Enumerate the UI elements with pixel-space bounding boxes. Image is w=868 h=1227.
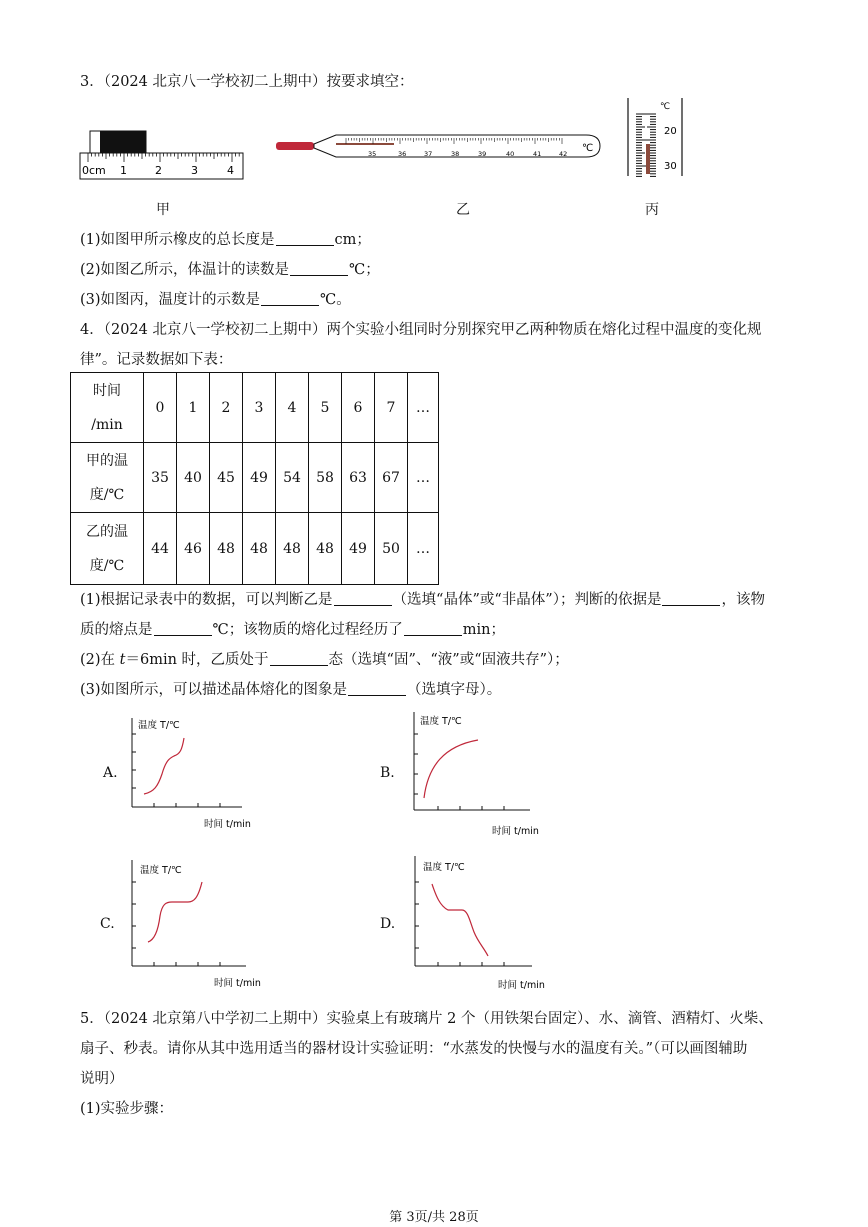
answer-blank[interactable]: [348, 681, 406, 696]
q3-sub1: (1)如图甲所示橡皮的总长度是 cm；: [80, 232, 371, 248]
lab-mercury-column: [646, 144, 650, 174]
lab-thermometer-figure: [622, 96, 688, 180]
table-cell: 0: [144, 373, 177, 443]
q3-stem: 3．（2024 北京八一学校初二上期中）按要求填空：: [80, 74, 414, 90]
fig-label-jia: 甲: [156, 202, 170, 218]
table-cell: 48: [276, 513, 309, 585]
q5-line1: 5．（2024 北京第八中学初二上期中）实验桌上有玻璃片 2 个（用铁架台固定）、水、滴管、酒精灯、火柴、: [80, 1011, 773, 1027]
q3-sub3: (3)如图丙，温度计的示数是 ℃。: [80, 292, 351, 308]
clinical-scale-label: 39: [478, 150, 487, 158]
table-row: [71, 443, 439, 513]
q3-sub2: (2)如图乙所示，体温计的读数是 ℃；: [80, 262, 380, 278]
table-row: [71, 513, 439, 585]
table-cell: 1: [177, 373, 210, 443]
fig-label-yi: 乙: [456, 202, 470, 218]
page-footer: 第 3页/共 28页: [389, 1210, 479, 1225]
answer-blank[interactable]: [404, 621, 462, 636]
row-head-time: 时间 /min: [71, 373, 144, 443]
thermometer-bulb: [276, 142, 314, 150]
table-cell: 63: [342, 443, 375, 513]
clinical-unit-label: ℃: [582, 143, 594, 154]
graph-c-curve: [148, 882, 202, 942]
answer-blank[interactable]: [261, 291, 319, 306]
clinical-scale-label: 37: [424, 150, 433, 158]
table-cell: 54: [276, 443, 309, 513]
table-cell: 7: [375, 373, 408, 443]
table-cell: 49: [243, 443, 276, 513]
graph-b-curve: [424, 740, 478, 798]
table-cell: 3: [243, 373, 276, 443]
graph-x-label: 时间 t/min: [492, 826, 539, 837]
graph-y-label: 温度 T/℃: [138, 720, 180, 731]
eraser-dark-part: [100, 131, 146, 153]
graph-x-label: 时间 t/min: [214, 978, 261, 989]
row-head-yi: 乙的温 度/℃: [71, 513, 144, 585]
answer-blank[interactable]: [290, 261, 348, 276]
lab-tick-label: 20: [664, 126, 677, 137]
graph-y-label: 温度 T/℃: [423, 862, 465, 873]
table-cell: 48: [243, 513, 276, 585]
ruler-tick-label: 1: [120, 164, 127, 177]
fig-label-bing: 丙: [645, 202, 659, 218]
graph-a-curve: [144, 738, 184, 794]
table-cell: …: [408, 513, 439, 585]
graph-a[interactable]: [120, 712, 270, 834]
q4-stem-line2: 律”。记录数据如下表：: [80, 352, 233, 368]
option-letter[interactable]: C.: [100, 916, 115, 932]
table-cell: 45: [210, 443, 243, 513]
q5-sub1: (1)实验步骤：: [80, 1101, 174, 1117]
q4-sub2: (2)在 t＝6min 时，乙质处于 态（选填“固”、“液”或“固液共存”）；: [80, 652, 569, 668]
table-cell: …: [408, 373, 439, 443]
graph-x-label: 时间 t/min: [498, 980, 545, 991]
table-cell: 35: [144, 443, 177, 513]
graph-y-label: 温度 T/℃: [140, 865, 182, 876]
table-cell: 46: [177, 513, 210, 585]
answer-blank[interactable]: [662, 591, 720, 606]
option-letter[interactable]: A.: [103, 765, 118, 781]
q5-line2: 扇子、秒表。请你从其中选用适当的器材设计实验证明：“水蒸发的快慢与水的温度有关。”（可以画图辅助: [80, 1041, 748, 1057]
clinical-scale-label: 35: [368, 150, 377, 158]
ruler-tick-label: 3: [191, 164, 198, 177]
q5-line3: 说明）: [80, 1071, 124, 1087]
clinical-scale-label: 38: [451, 150, 460, 158]
table-cell: 58: [309, 443, 342, 513]
table-cell: 49: [342, 513, 375, 585]
graph-b[interactable]: [400, 706, 560, 838]
table-cell: 6: [342, 373, 375, 443]
table-cell: 48: [309, 513, 342, 585]
option-letter[interactable]: B.: [380, 765, 395, 781]
lab-tick-label: 30: [664, 161, 677, 172]
q4-stem-line1: 4．（2024 北京八一学校初二上期中）两个实验小组同时分别探究甲乙两种物质在熔化过程中温度的变化规: [80, 322, 762, 338]
table-cell: 5: [309, 373, 342, 443]
ruler-tick-label: 2: [155, 164, 162, 177]
table-row: [71, 373, 439, 443]
temperature-table: [70, 372, 439, 585]
q4-sub3: (3)如图所示，可以描述晶体熔化的图象是 （选填字母）。: [80, 682, 502, 698]
ruler-tick-label: 4: [227, 164, 234, 177]
table-cell: 50: [375, 513, 408, 585]
answer-blank[interactable]: [154, 621, 212, 636]
graph-y-label: 温度 T/℃: [420, 716, 462, 727]
answer-blank[interactable]: [334, 591, 392, 606]
clinical-scale-label: 41: [533, 150, 542, 158]
answer-blank[interactable]: [276, 231, 334, 246]
table-cell: 2: [210, 373, 243, 443]
option-letter[interactable]: D.: [380, 916, 396, 932]
table-cell: 67: [375, 443, 408, 513]
graph-c[interactable]: [120, 854, 270, 992]
table-cell: 40: [177, 443, 210, 513]
clinical-thermometer-figure: [276, 130, 606, 162]
lab-unit-label: ℃: [660, 102, 671, 112]
table-cell: …: [408, 443, 439, 513]
table-cell: 48: [210, 513, 243, 585]
q4-sub1-line2: 质的熔点是 ℃；该物质的熔化过程经历了 min；: [80, 622, 505, 638]
graph-d[interactable]: [402, 850, 562, 992]
clinical-scale-label: 40: [506, 150, 515, 158]
ruler-figure: [78, 125, 246, 181]
q4-sub1-line1: (1)根据记录表中的数据，可以判断乙是 （选填“晶体”或“非晶体”）；判断的依据是 ，该物: [80, 592, 765, 608]
ruler-zero-label: 0cm: [82, 164, 106, 177]
table-cell: 44: [144, 513, 177, 585]
row-head-jia: 甲的温 度/℃: [71, 443, 144, 513]
table-cell: 4: [276, 373, 309, 443]
clinical-scale-label: 36: [398, 150, 407, 158]
graph-d-curve: [432, 884, 488, 956]
answer-blank[interactable]: [270, 651, 328, 666]
clinical-scale-label: 42: [559, 150, 568, 158]
graph-x-label: 时间 t/min: [204, 819, 251, 830]
